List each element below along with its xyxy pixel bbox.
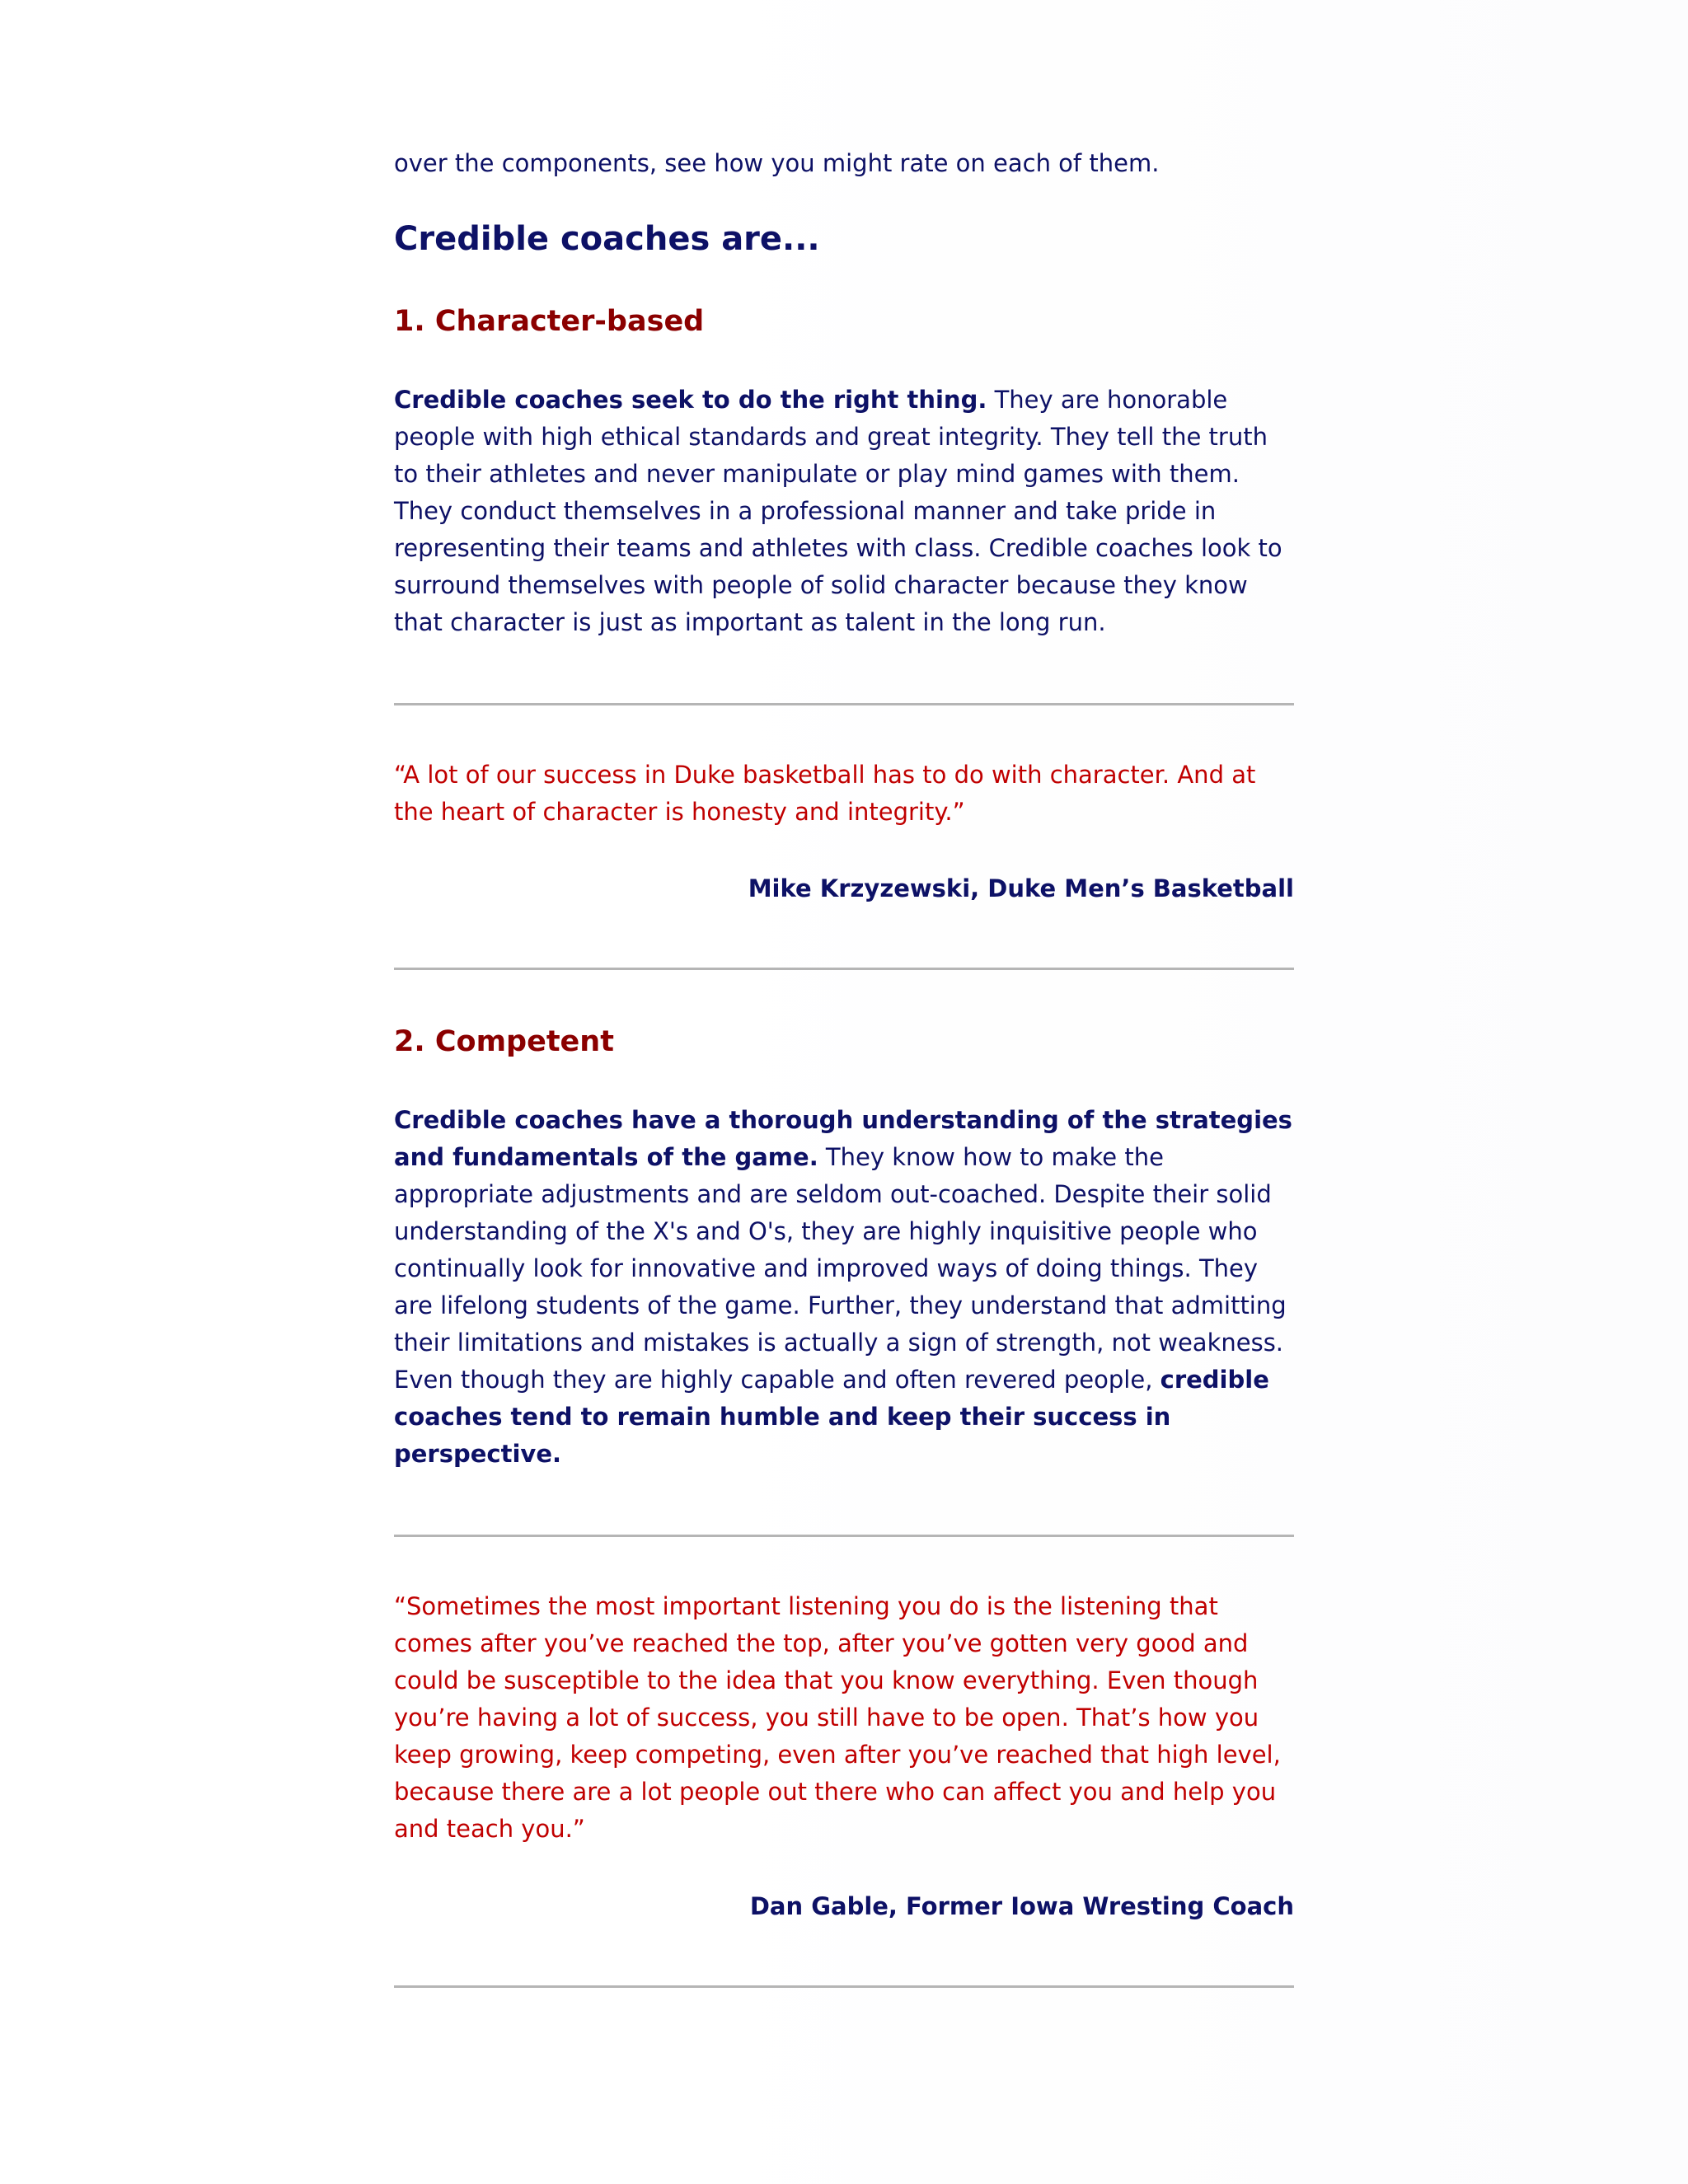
item-1-body: They are honorable people with high ethical standards and great integrity. They tell the truth to their athletes and never manipulate or play mind games with them. They conduct themselves in a professional manner and take pride in representing their teams and athletes with class. Credible coaches look to surround themselves with people of solid character because they know that character is just as important as talent in the long run. (394, 386, 1282, 636)
item-1-heading: 1. Character-based (394, 305, 705, 338)
intro-text: over the components, see how you might rate on each of them. (394, 149, 1160, 177)
section-heading: Credible coaches are... (394, 220, 820, 258)
item-2-paragraph (394, 1102, 1294, 1473)
quote-2-attribution: Dan Gable, Former Iowa Wresting Coach (749, 1892, 1294, 1920)
divider-2 (394, 968, 1294, 970)
divider-1 (394, 703, 1294, 705)
quote-1-text: “A lot of our success in Duke basketball has to do with character. And at the heart of character is honesty and integrity.” (394, 761, 1256, 826)
divider-4 (394, 1985, 1294, 1988)
item-2-heading: 2. Competent (394, 1025, 614, 1058)
item-1-lead: Credible coaches seek to do the right thing. (394, 386, 987, 414)
divider-3 (394, 1535, 1294, 1537)
item-2-lead: Credible coaches have a thorough understanding of the strategies and fundamentals of the game. (394, 1106, 1292, 1171)
quote-1-attribution: Mike Krzyzewski, Duke Men’s Basketball (748, 874, 1294, 902)
item-2-body: They know how to make the appropriate adjustments and are seldom out-coached. Despite their solid understanding of the X's and O's, they are highly inquisitive people who continually look for innovative and improved ways of doing things. They are lifelong students of the game. Further, they understand that admitting their limitations and mistakes is actually a sign of strength, not weakness. Even though they are highly capable and often revered people, (394, 1143, 1287, 1394)
quote-2-text: “Sometimes the most important listening you do is the listening that comes after you’ve reached the top, after you’ve gotten very good and could be susceptible to the idea that you know everything. Even though you’re having a lot of success, you still have to be open. That’s how you keep growing, keep competing, even after you’ve reached that high level, because there are a lot people out there who can affect you and help you and teach you.” (394, 1592, 1281, 1843)
item-1-paragraph (394, 382, 1294, 641)
item-2-closing: credible coaches tend to remain humble and keep their success in perspective. (394, 1366, 1269, 1468)
